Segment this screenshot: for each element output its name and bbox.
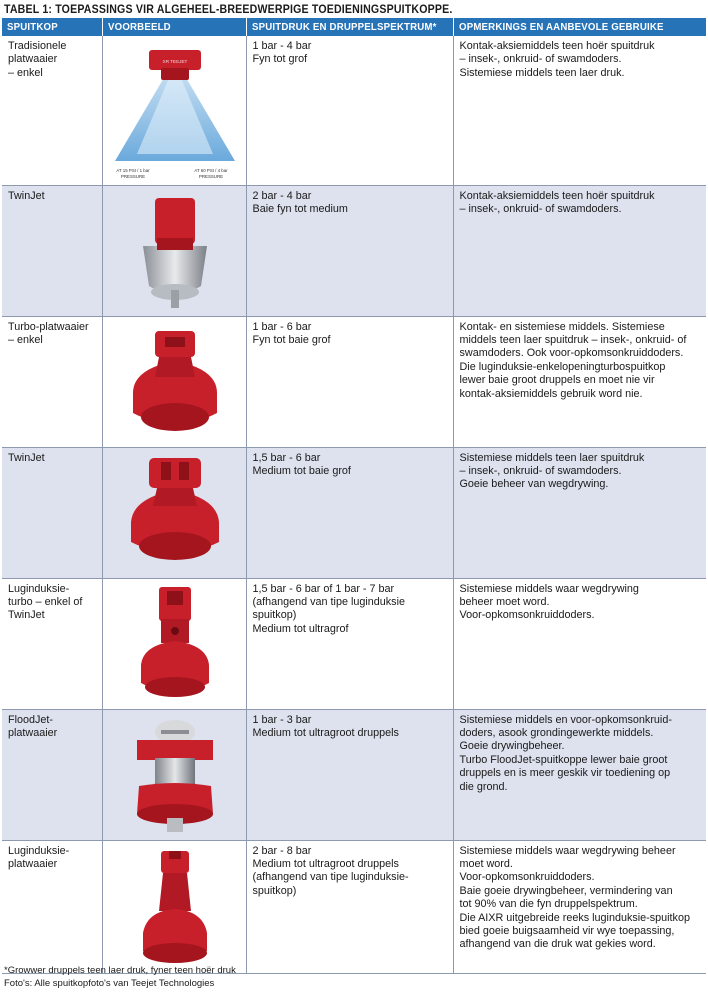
remarks-cell [453,185,706,316]
remarks-line: doders, asook grondingewerkte middels. [459,726,654,739]
nozzle-name-line: Luginduksie- [8,844,70,857]
table-row [2,578,706,709]
remarks-line: Goeie beheer van wegdrywing. [459,478,609,491]
header-nozzle: SPUITKOP [2,18,102,36]
table-row [2,36,706,185]
remarks-line: – insek-, onkruid- of swamdoders. [459,53,622,66]
remarks-line: Sistemiese middels teen laer spuitdruk [459,451,645,464]
remarks-line: die grond. [459,780,508,793]
header-remarks: OPMERKINGS EN AANBEVOLE GEBRUIKE [453,18,706,36]
remarks-line: Sistemiese middels en voor-opkomsonkruid- [459,713,672,726]
nozzle-name-line: Luginduksie- [8,582,70,595]
pressure-line: 1,5 bar - 6 bar of 1 bar - 7 bar [252,582,395,595]
nozzle-name-line: Turbo-platwaaier [8,320,89,333]
pressure-cell [246,840,453,973]
nozzle-name-line: platwaaier [8,726,58,739]
table-row [2,316,706,447]
pressure-line: 1 bar - 4 bar [252,40,312,52]
pressure-cell [246,709,453,840]
remarks-cell [453,447,706,578]
nozzle-name-line: TwinJet [8,189,45,202]
remarks-line: moet word. [459,857,513,870]
remarks-line: lewer baie groot druppels en moet nie vir [459,374,655,387]
example-image-cell [102,447,246,578]
image-label: PRESSURE [120,174,145,179]
nozzle-name-cell [2,840,102,973]
remarks-line: middels teen laer spuitdruk – insek-, onkruid- of [459,333,687,346]
pressure-line: Medium tot ultragrof [252,622,349,635]
pressure-line: (afhangend van tipe luginduksie [252,595,405,608]
pressure-line: 1 bar - 6 bar [252,320,312,333]
nozzle-name-line: FloodJet- [8,713,54,726]
example-image-cell [102,709,246,840]
remarks-line: Sistemiese middels waar wegdrywing beheer [459,844,676,857]
example-image-cell [102,36,246,185]
table-row [2,185,706,316]
footnote-line: Foto's: Alle spuitkopfoto's van Teejet Technologies [4,977,215,989]
pressure-line: 1 bar - 3 bar [252,713,312,726]
pressure-line: Medium tot ultragroot druppels [252,726,399,739]
nozzle-name-cell [2,578,102,709]
pressure-line: spuitkop) [252,884,297,897]
remarks-line: druppels en is meer geskik vir toediening op [459,767,671,780]
example-image-cell [102,185,246,316]
remarks-line: Turbo FloodJet-spuitkoppe lewer baie groot [459,753,668,766]
pressure-line: (afhangend van tipe luginduksie- [252,871,409,884]
pressure-cell [246,185,453,316]
nozzle-name-line: TwinJet [8,451,45,464]
remarks-line: Die luginduksie-enkelopeningturbospuitkop [459,360,666,373]
nozzle-stamp: XR TEEJET [162,59,187,64]
remarks-line: – insek-, onkruid- of swamdoders. [459,464,622,477]
nozzle-name-cell [2,185,102,316]
pressure-cell [246,316,453,447]
nozzle-name-line: – enkel [8,66,43,79]
remarks-line: Kontak-aksiemiddels teen hoër spuitdruk [459,189,655,202]
pressure-line: Baie fyn tot medium [252,202,348,215]
remarks-line: Kontak- en sistemiese middels. Sistemiese [459,320,665,333]
table-row [2,709,706,840]
table-row [2,447,706,578]
remarks-cell [453,36,706,185]
pressure-cell [246,36,453,185]
remarks-line: kontak-aksiemiddels gebruik word nie. [459,387,643,400]
remarks-cell [453,840,706,973]
pressure-cell [246,447,453,578]
table-row [2,840,706,973]
nozzle-name-line: platwaaier [8,857,58,870]
pressure-line: Fyn tot baie grof [252,333,331,346]
remarks-line: Die AIXR uitgebreide reeks luginduksie-spuitkop [459,911,690,924]
pressure-line: Medium tot baie grof [252,464,351,477]
pressure-line: Medium tot ultragroot druppels [252,857,399,870]
pressure-line: Fyn tot grof [252,53,308,66]
pressure-line: 1,5 bar - 6 bar [252,451,321,464]
example-image-cell [102,316,246,447]
remarks-cell [453,709,706,840]
remarks-line: beheer moet word. [459,595,550,608]
remarks-line: Baie goeie drywingbeheer, vermindering van [459,884,673,897]
example-image-cell [102,578,246,709]
nozzle-name-line: TwinJet [8,609,45,622]
remarks-line: Sistemiese middels waar wegdrywing [459,582,639,595]
remarks-line: – insek-, onkruid- of swamdoders. [459,202,622,215]
nozzle-table [2,18,706,974]
nozzle-name-cell [2,447,102,578]
remarks-line: Voor-opkomsonkruiddoders. [459,871,595,884]
nozzle-name-cell [2,316,102,447]
nozzle-name-line: turbo – enkel of [8,595,83,608]
remarks-line: swamdoders. Ook voor-opkomsonkruiddoders. [459,347,684,360]
nozzle-name-cell [2,709,102,840]
image-label: AT 60 PSI / 4 bar [193,168,228,173]
header-example: VOORBEELD [102,18,246,36]
header-pressure: SPUITDRUK EN DRUPPELSPEKTRUM* [246,18,453,36]
table-header-row [2,18,706,36]
pressure-line: spuitkop) [252,609,297,622]
remarks-cell [453,316,706,447]
footnotes [4,965,704,990]
image-label: PRESSURE [198,174,223,179]
remarks-cell [453,578,706,709]
nozzle-name-cell [2,36,102,185]
nozzle-name-line: Tradisionele [8,40,67,52]
pressure-line: 2 bar - 4 bar [252,189,312,202]
example-image-cell [102,840,246,973]
nozzle-name-line: platwaaier [8,53,58,66]
remarks-line: afhangend van die druk wat gekies word. [459,938,656,951]
remarks-line: Sistemiese middels teen laer druk. [459,66,625,79]
remarks-line: Voor-opkomsonkruiddoders. [459,609,595,622]
remarks-line: bied goeie buigsaamheid vir wye toepassing, [459,924,675,937]
nozzle-name-line: – enkel [8,333,43,346]
footnote-line: *Growwer druppels teen laer druk, fyner teen hoër druk [4,965,236,976]
image-label: AT 15 PSI / 1 bar [115,168,150,173]
remarks-line: Kontak-aksiemiddels teen hoër spuitdruk [459,40,655,52]
remarks-line: Goeie drywingbeheer. [459,740,565,753]
table-caption: TABEL 1: TOEPASSINGS VIR ALGEHEEL-BREEDWERPIGE TOEDIENINGSPUITKOPPE. [4,4,453,16]
pressure-cell [246,578,453,709]
pressure-line: 2 bar - 8 bar [252,844,312,857]
remarks-line: tot 90% van die fyn druppelspektrum. [459,898,638,911]
